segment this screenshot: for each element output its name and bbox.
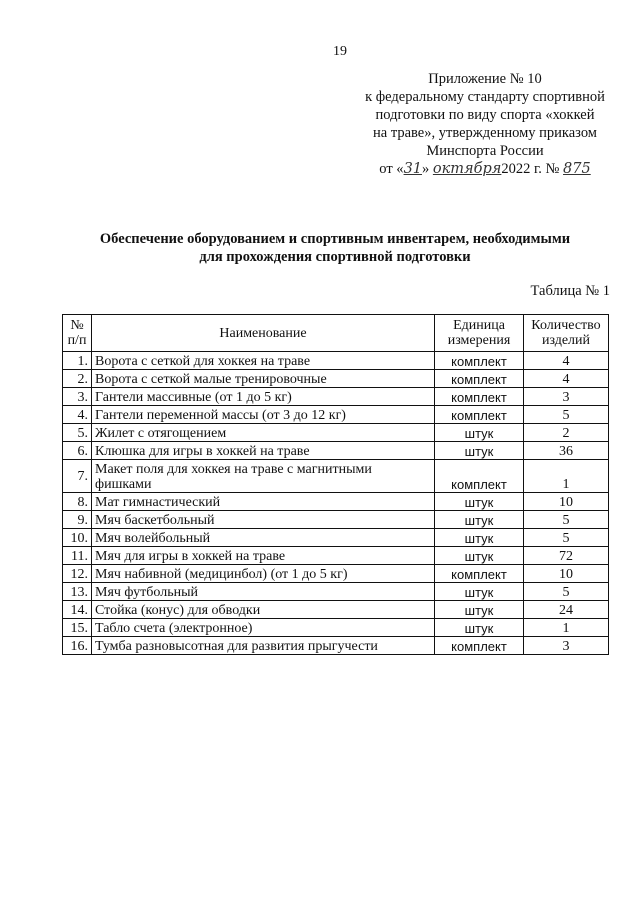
item-name: Мат гимнастический [92, 493, 435, 511]
date-prefix: от « [379, 161, 404, 177]
table-row [63, 565, 609, 583]
row-number: 6. [63, 442, 92, 460]
row-number: 9. [63, 511, 92, 529]
title-line-2: для прохождения спортивной подготовки [199, 249, 471, 265]
item-unit: комплект [435, 370, 524, 388]
item-unit: штук [435, 493, 524, 511]
item-unit: штук [435, 583, 524, 601]
order-number: 875 [563, 161, 591, 177]
row-number: 4. [63, 406, 92, 424]
item-quantity: 4 [524, 370, 609, 388]
item-quantity: 5 [524, 406, 609, 424]
item-quantity: 1 [524, 460, 609, 493]
item-unit: штук [435, 511, 524, 529]
inventory-table [62, 314, 609, 655]
item-name: Мяч для игры в хоккей на траве [92, 547, 435, 565]
item-unit: комплект [435, 565, 524, 583]
item-name: Стойка (конус) для обводки [92, 601, 435, 619]
item-name: Гантели массивные (от 1 до 5 кг) [92, 388, 435, 406]
item-unit: комплект [435, 406, 524, 424]
appendix-line-3: подготовки по виду спорта «хоккей [375, 107, 595, 123]
table-row [63, 619, 609, 637]
table-row [63, 637, 609, 655]
item-unit: штук [435, 442, 524, 460]
header-unit: Единица измерения [435, 315, 524, 352]
table-row [63, 388, 609, 406]
table-row [63, 493, 609, 511]
item-name: Тумба разновысотная для развития прыгучести [92, 637, 435, 655]
item-name: Макет поля для хоккея на траве с магнитными фишками [92, 460, 435, 493]
table-row [63, 511, 609, 529]
row-number: 7. [63, 460, 92, 493]
header-qty: Количество изделий [524, 315, 609, 352]
item-unit: штук [435, 547, 524, 565]
item-name: Гантели переменной массы (от 3 до 12 кг) [92, 406, 435, 424]
row-number: 11. [63, 547, 92, 565]
header-name: Наименование [92, 315, 435, 352]
item-unit: штук [435, 601, 524, 619]
item-quantity: 10 [524, 493, 609, 511]
row-number: 13. [63, 583, 92, 601]
item-name: Мяч баскетбольный [92, 511, 435, 529]
date-month: октября [432, 161, 502, 177]
item-unit: комплект [435, 460, 524, 493]
item-unit: штук [435, 529, 524, 547]
row-number: 3. [63, 388, 92, 406]
item-quantity: 5 [524, 529, 609, 547]
item-quantity: 36 [524, 442, 609, 460]
row-number: 1. [63, 352, 92, 370]
item-quantity: 3 [524, 637, 609, 655]
table-row [63, 442, 609, 460]
table-label: Таблица № 1 [530, 283, 610, 299]
item-name: Мяч футбольный [92, 583, 435, 601]
date-year: 2022 г. № [501, 161, 560, 177]
row-number: 2. [63, 370, 92, 388]
item-quantity: 72 [524, 547, 609, 565]
item-quantity: 24 [524, 601, 609, 619]
item-name: Ворота с сеткой для хоккея на траве [92, 352, 435, 370]
item-unit: комплект [435, 388, 524, 406]
appendix-line-2: к федеральному стандарту спортивной [365, 89, 605, 105]
date-day: 31 [403, 161, 423, 177]
item-quantity: 5 [524, 583, 609, 601]
item-name: Табло счета (электронное) [92, 619, 435, 637]
appendix-line-4: на траве», утвержденному приказом [373, 125, 597, 141]
item-unit: штук [435, 424, 524, 442]
row-number: 12. [63, 565, 92, 583]
table-row [63, 406, 609, 424]
row-number: 5. [63, 424, 92, 442]
item-name: Мяч набивной (медицинбол) (от 1 до 5 кг) [92, 565, 435, 583]
table-row [63, 583, 609, 601]
item-quantity: 1 [524, 619, 609, 637]
table-row [63, 352, 609, 370]
item-quantity: 10 [524, 565, 609, 583]
item-name: Мяч волейбольный [92, 529, 435, 547]
item-unit: комплект [435, 352, 524, 370]
header-num: № п/п [63, 315, 92, 352]
title-line-1: Обеспечение оборудованием и спортивным инвентарем, необходимыми [99, 231, 571, 247]
item-quantity: 4 [524, 352, 609, 370]
item-unit: комплект [435, 637, 524, 655]
item-name: Ворота с сеткой малые тренировочные [92, 370, 435, 388]
document-title [60, 230, 610, 266]
item-name: Жилет с отягощением [92, 424, 435, 442]
row-number: 8. [63, 493, 92, 511]
table-header-row [63, 315, 609, 352]
item-quantity: 5 [524, 511, 609, 529]
row-number: 10. [63, 529, 92, 547]
row-number: 16. [63, 637, 92, 655]
table-row [63, 547, 609, 565]
item-unit: штук [435, 619, 524, 637]
item-quantity: 2 [524, 424, 609, 442]
item-name: Клюшка для игры в хоккей на траве [92, 442, 435, 460]
table-row [63, 424, 609, 442]
table-row [63, 460, 609, 493]
appendix-line-1: Приложение № 10 [428, 71, 542, 87]
item-quantity: 3 [524, 388, 609, 406]
table-row [63, 370, 609, 388]
appendix-header [350, 70, 620, 178]
page-number: 19 [333, 44, 347, 59]
row-number: 15. [63, 619, 92, 637]
order-date-line [350, 160, 620, 178]
table-row [63, 529, 609, 547]
table-row [63, 601, 609, 619]
date-mid: » [422, 161, 430, 177]
appendix-line-5: Минспорта России [426, 143, 544, 159]
row-number: 14. [63, 601, 92, 619]
